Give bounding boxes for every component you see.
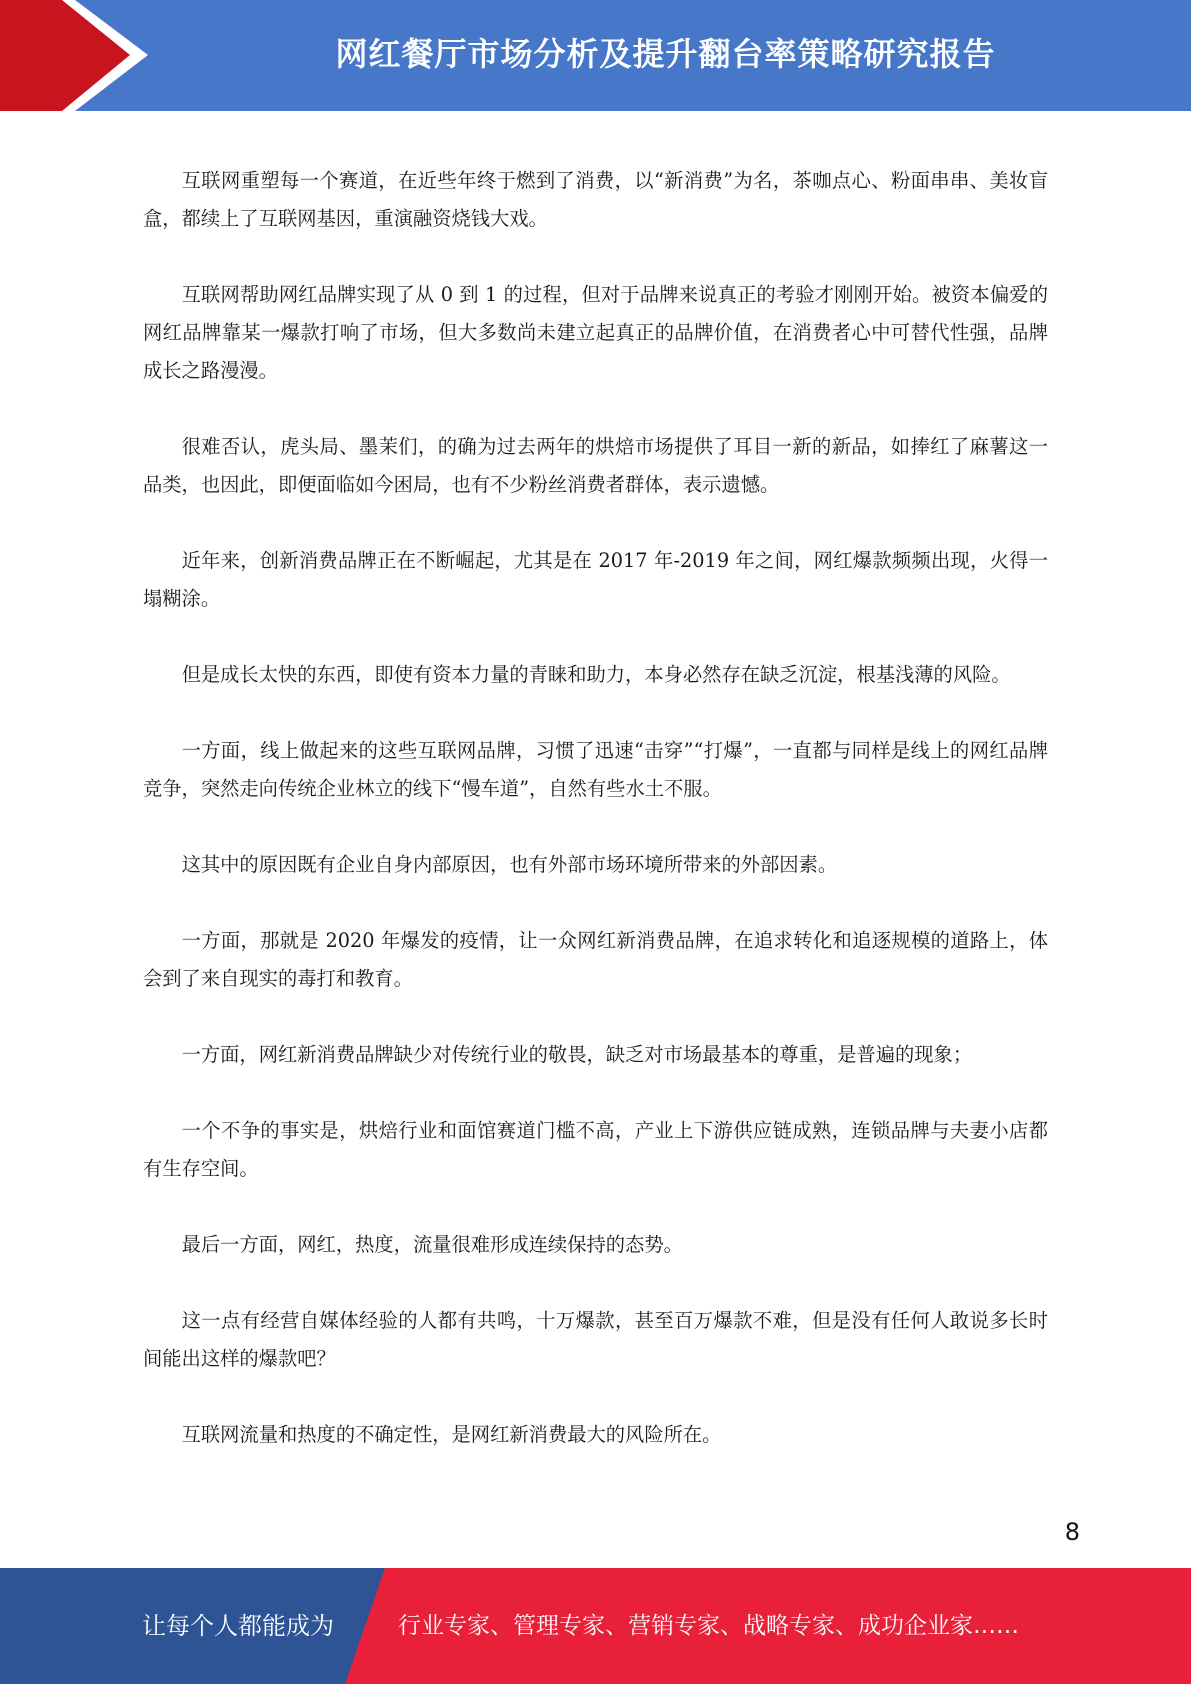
paragraph: 一方面，线上做起来的这些互联网品牌，习惯了迅速“击穿”“打爆”，一直都与同样是线上的网红品牌竞争，突然走向传统企业林立的线下“慢车道”，自然有些水土不服。 bbox=[143, 739, 1048, 800]
paragraph: 这其中的原因既有企业自身内部原因，也有外部市场环境所带来的外部因素。 bbox=[181, 853, 838, 876]
footer-slogan-right: 行业专家、管理专家、营销专家、战略专家、成功企业家…… bbox=[398, 1613, 1019, 1639]
paragraph: 但是成长太快的东西，即使有资本力量的青睐和助力，本身必然存在缺乏沉淀，根基浅薄的风险。 bbox=[181, 663, 1011, 686]
paragraph: 一方面，那就是 2020 年爆发的疫情，让一众网红新消费品牌，在追求转化和追逐规模的道路上，体会到了来自现实的毒打和教育。 bbox=[143, 929, 1048, 990]
paragraph: 一个不争的事实是，烘焙行业和面馆赛道门槛不高，产业上下游供应链成熟，连锁品牌与夫妻小店都有生存空间。 bbox=[143, 1119, 1048, 1180]
paragraph: 互联网流量和热度的不确定性，是网红新消费最大的风险所在。 bbox=[181, 1423, 722, 1446]
body-content bbox=[143, 162, 1048, 1492]
page-number: 8 bbox=[1064, 1518, 1080, 1546]
paragraph: 这一点有经营自媒体经验的人都有共鸣，十万爆款，甚至百万爆款不难，但是没有任何人敢说多长时间能出这样的爆款吧？ bbox=[143, 1309, 1048, 1370]
paragraph: 互联网重塑每一个赛道，在近些年终于燃到了消费，以“新消费”为名，茶咖点心、粉面串串、美妆盲盒，都续上了互联网基因，重演融资烧钱大戏。 bbox=[143, 169, 1048, 230]
paragraph: 一方面，网红新消费品牌缺少对传统行业的敬畏，缺乏对市场最基本的尊重，是普遍的现象； bbox=[181, 1043, 973, 1066]
paragraph: 最后一方面，网红，热度，流量很难形成连续保持的态势。 bbox=[181, 1233, 683, 1256]
page-header bbox=[0, 0, 1191, 111]
document-title: 网红餐厅市场分析及提升翻台率策略研究报告 bbox=[335, 35, 996, 73]
paragraph: 互联网帮助网红品牌实现了从 0 到 1 的过程，但对于品牌来说真正的考验才刚刚开始。被资本偏爱的网红品牌靠某一爆款打响了市场，但大多数尚未建立起真正的品牌价值，在消费者心中可替代性强，品牌成长之路漫漫。 bbox=[143, 283, 1048, 382]
paragraph: 很难否认，虎头局、墨茉们，的确为过去两年的烘焙市场提供了耳目一新的新品，如捧红了麻薯这一品类，也因此，即便面临如今困局，也有不少粉丝消费者群体，表示遗憾。 bbox=[143, 435, 1048, 496]
page-footer bbox=[0, 1568, 1191, 1684]
paragraph: 近年来，创新消费品牌正在不断崛起，尤其是在 2017 年-2019 年之间，网红爆款频频出现，火得一塌糊涂。 bbox=[143, 549, 1048, 610]
footer-slogan-left: 让每个人都能成为 bbox=[142, 1612, 334, 1640]
